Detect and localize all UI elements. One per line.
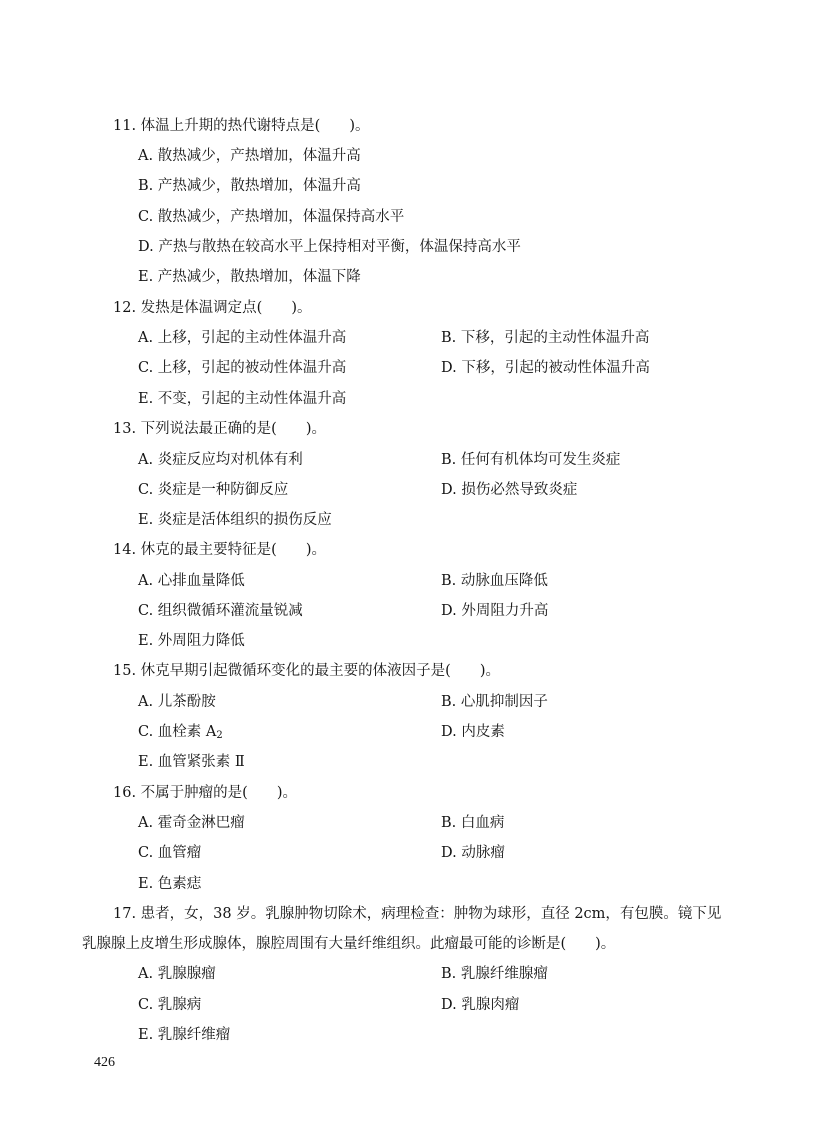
question-13-option-a: A. 炎症反应均对机体有利 xyxy=(138,452,303,468)
question-11-option-a: A. 散热减少，产热增加，体温升高 xyxy=(138,148,361,164)
question-17-option-a: A. 乳腺腺瘤 xyxy=(138,966,216,982)
question-15-option-b: B. 心肌抑制因子 xyxy=(441,694,548,710)
question-15-stem: 15. 休克早期引起微循环变化的最主要的体液因子是( )。 xyxy=(113,663,500,679)
question-12-stem: 12. 发热是体温调定点( )。 xyxy=(113,300,312,316)
question-12-option-d: D. 下移，引起的被动性体温升高 xyxy=(441,360,650,376)
question-13-option-c: C. 炎症是一种防御反应 xyxy=(138,482,289,498)
question-16-option-a: A. 霍奇金淋巴瘤 xyxy=(138,815,245,831)
question-12-option-c: C. 上移，引起的被动性体温升高 xyxy=(138,360,347,376)
question-11-option-b: B. 产热减少，散热增加，体温升高 xyxy=(138,178,361,194)
question-15-option-c-text: C. 血栓素 A xyxy=(138,724,217,740)
question-17-option-c: C. 乳腺病 xyxy=(138,997,202,1013)
question-12-option-e: E. 不变，引起的主动性体温升高 xyxy=(138,391,347,407)
question-12-option-b: B. 下移，引起的主动性体温升高 xyxy=(441,330,650,346)
question-12-option-a: A. 上移，引起的主动性体温升高 xyxy=(138,330,347,346)
question-11-option-d: D. 产热与散热在较高水平上保持相对平衡，体温保持高水平 xyxy=(138,239,521,255)
question-14-option-a: A. 心排血量降低 xyxy=(138,573,245,589)
question-16-option-d: D. 动脉瘤 xyxy=(441,845,505,861)
page-number: 426 xyxy=(94,1055,115,1070)
question-16-stem: 16. 不属于肿瘤的是( )。 xyxy=(113,785,297,801)
question-13-option-d: D. 损伤必然导致炎症 xyxy=(441,482,578,498)
question-14-option-d: D. 外周阻力升高 xyxy=(441,603,549,619)
question-11-stem: 11. 体温上升期的热代谢特点是( )。 xyxy=(113,118,370,134)
question-15-option-a: A. 儿茶酚胺 xyxy=(138,694,216,710)
question-17-option-b: B. 乳腺纤维腺瘤 xyxy=(441,966,548,982)
question-15-option-c-subscript: 2 xyxy=(216,730,223,741)
question-14-option-b: B. 动脉血压降低 xyxy=(441,573,548,589)
question-17-option-e: E. 乳腺纤维瘤 xyxy=(138,1027,231,1043)
question-15-option-d: D. 内皮素 xyxy=(441,724,505,740)
question-14-option-c: C. 组织微循环灌流量锐减 xyxy=(138,603,303,619)
question-11-option-e: E. 产热减少，散热增加，体温下降 xyxy=(138,269,361,285)
question-14-option-e: E. 外周阻力降低 xyxy=(138,633,245,649)
question-16-option-e: E. 色素痣 xyxy=(138,876,202,892)
question-15-option-c xyxy=(138,722,223,742)
question-11-option-c: C. 散热减少，产热增加，体温保持高水平 xyxy=(138,209,405,225)
question-15-option-e: E. 血管紧张素 Ⅱ xyxy=(138,754,245,770)
question-13-option-e: E. 炎症是活体组织的损伤反应 xyxy=(138,512,332,528)
question-17-stem-continued: 乳腺腺上皮增生形成腺体，腺腔周围有大量纤维组织。此瘤最可能的诊断是( )。 xyxy=(82,936,616,952)
question-16-option-b: B. 白血病 xyxy=(441,815,505,831)
question-13-stem: 13. 下列说法最正确的是( )。 xyxy=(113,421,326,437)
question-17-option-d: D. 乳腺肉瘤 xyxy=(441,997,520,1013)
question-16-option-c: C. 血管瘤 xyxy=(138,845,202,861)
question-17-stem: 17. 患者，女，38 岁。乳腺肿物切除术，病理检查：肿物为球形，直径 2cm，有包膜。镜下见 xyxy=(113,906,722,922)
question-13-option-b: B. 任何有机体均可发生炎症 xyxy=(441,452,621,468)
question-14-stem: 14. 休克的最主要特征是( )。 xyxy=(113,542,326,558)
